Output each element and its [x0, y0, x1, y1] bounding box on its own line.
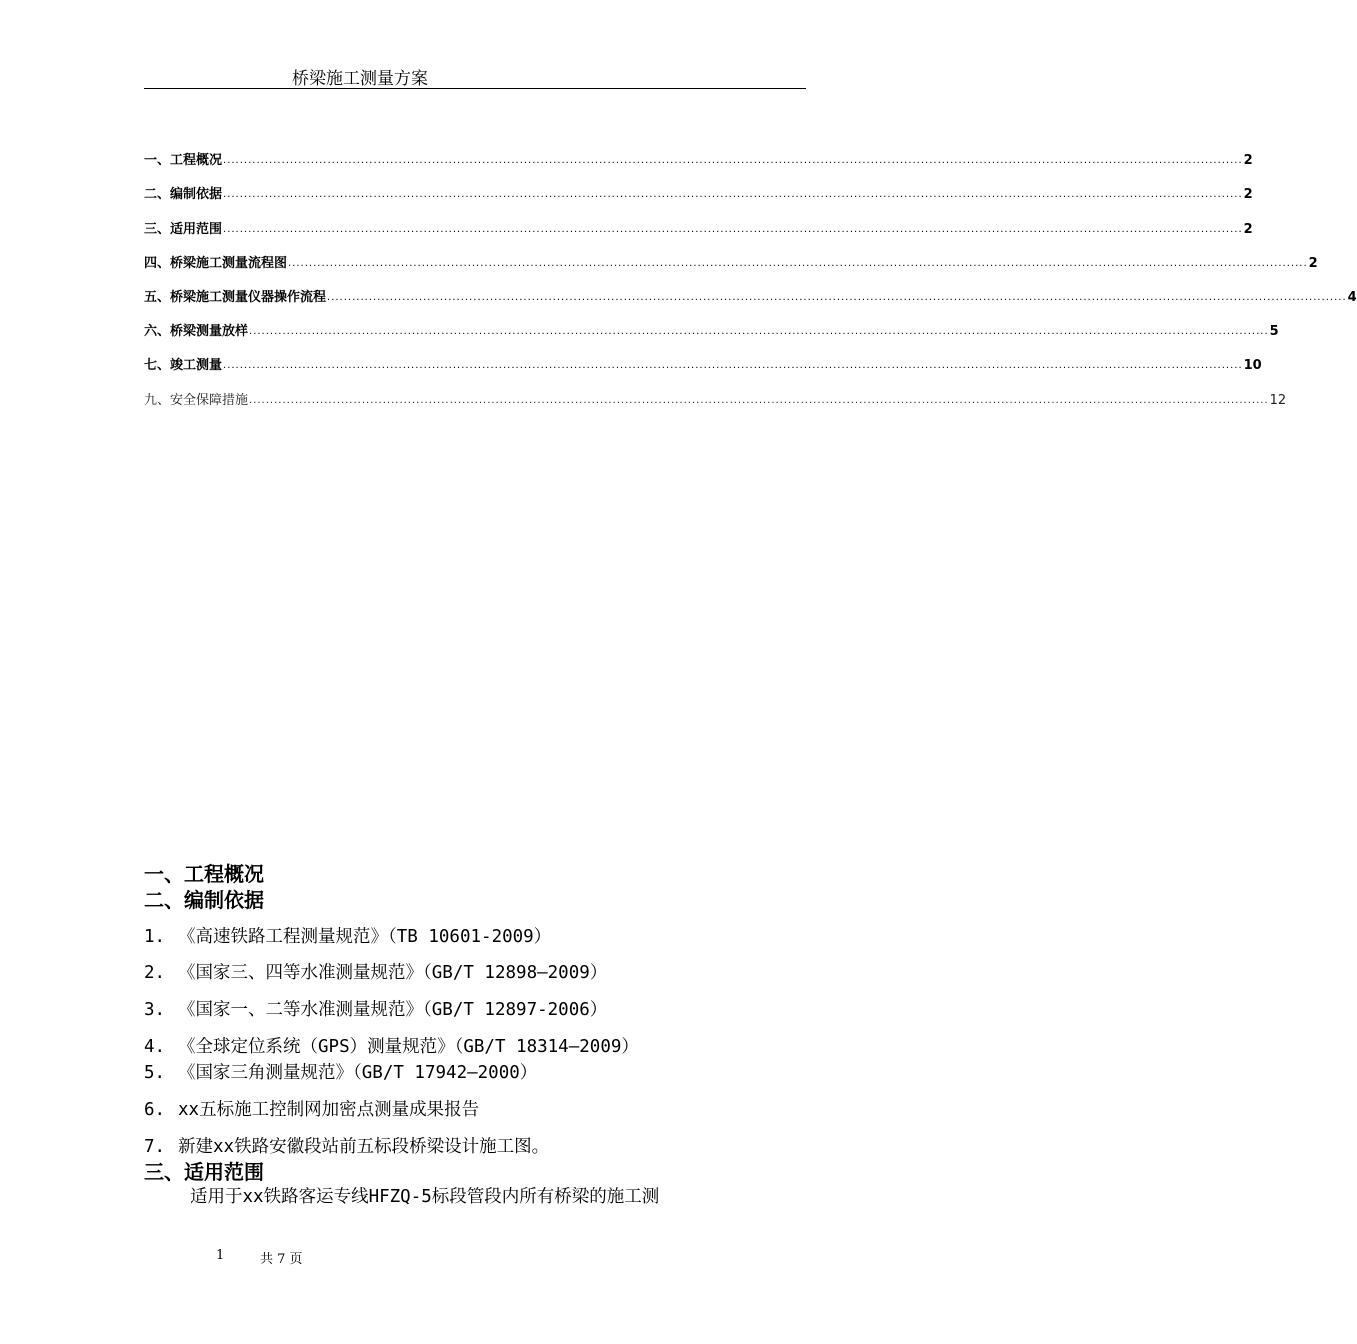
reference-number: 3. — [144, 1000, 166, 1020]
reference-text: 《全球定位系统（GPS）测量规范》（GB/T 18314—2009） — [178, 1037, 639, 1057]
toc-entry[interactable] — [144, 134, 1253, 169]
reference-text: 新建xx铁路安徽段站前五标段桥梁设计施工图。 — [178, 1137, 550, 1157]
reference-number: 2. — [144, 963, 166, 983]
reference-text: 《国家三角测量规范》（GB/T 17942—2000） — [178, 1063, 538, 1083]
reference-number: 6. — [144, 1100, 166, 1120]
document-header-title: 桥梁施工测量方案 — [292, 69, 428, 89]
toc-entry-page: 2 — [1243, 187, 1253, 203]
toc-entry-label: 三、适用范围 — [144, 221, 223, 237]
toc-entry-label: 四、桥梁施工测量流程图 — [144, 255, 288, 271]
toc-entry[interactable] — [144, 305, 1279, 340]
section-heading-scope: 三、适用范围 — [144, 1160, 264, 1184]
toc-leader-dots: .................................................................................................................................................................................................................................................... — [223, 155, 1243, 167]
toc-entry-page: 2 — [1243, 221, 1253, 237]
reference-number: 5. — [144, 1063, 166, 1083]
reference-item — [144, 923, 551, 948]
toc-entry[interactable] — [144, 237, 1318, 271]
reference-item — [144, 996, 607, 1021]
footer-page-number: 1 — [216, 1248, 225, 1263]
table-of-contents — [144, 134, 1357, 408]
reference-number: 4. — [144, 1037, 166, 1057]
footer-total-pages: 共 7 页 — [260, 1252, 303, 1267]
toc-entry-page: 12 — [1269, 392, 1287, 408]
reference-text: 《国家三、四等水准测量规范》（GB/T 12898—2009） — [178, 963, 608, 983]
toc-entry-label: 二、编制依据 — [144, 187, 223, 203]
toc-entry-label: 九、安全保障措施 — [144, 392, 249, 408]
toc-entry[interactable] — [144, 373, 1287, 408]
toc-entry-page: 2 — [1243, 153, 1253, 169]
toc-entry-label: 五、桥梁施工测量仪器操作流程 — [144, 289, 327, 305]
reference-text: 《高速铁路工程测量规范》（TB 10601-2009） — [178, 927, 552, 947]
toc-leader-dots: .................................................................................................................................................................................................................................................... — [249, 394, 1269, 406]
toc-leader-dots: .................................................................................................................................................................................................................................................... — [288, 257, 1308, 269]
reference-number: 1. — [144, 927, 166, 947]
reference-item — [144, 1096, 479, 1121]
reference-text: xx五标施工控制网加密点测量成果报告 — [178, 1100, 480, 1120]
scope-paragraph: 适用于xx铁路客运专线HFZQ-5标段管段内所有桥梁的施工测 — [190, 1187, 660, 1207]
toc-leader-dots: .................................................................................................................................................................................................................................................... — [327, 291, 1347, 303]
toc-leader-dots: .................................................................................................................................................................................................................................................... — [223, 189, 1243, 201]
toc-entry-page: 5 — [1269, 324, 1279, 340]
toc-entry-label: 一、工程概况 — [144, 153, 223, 169]
toc-entry[interactable] — [144, 202, 1253, 237]
toc-entry-page: 2 — [1308, 255, 1318, 271]
header-rule — [144, 88, 806, 89]
reference-item — [144, 1033, 639, 1058]
toc-entry-page: 10 — [1243, 358, 1262, 374]
reference-item — [144, 1059, 537, 1084]
section-heading-overview: 一、工程概况 — [144, 862, 264, 886]
reference-item — [144, 959, 607, 984]
toc-entry-label: 六、桥梁测量放样 — [144, 324, 249, 340]
reference-number: 7. — [144, 1137, 166, 1157]
toc-entry[interactable] — [144, 271, 1357, 305]
toc-leader-dots: .................................................................................................................................................................................................................................................... — [223, 360, 1243, 372]
toc-leader-dots: .................................................................................................................................................................................................................................................... — [249, 326, 1269, 338]
toc-entry[interactable] — [144, 339, 1262, 374]
section-heading-basis: 二、编制依据 — [144, 888, 264, 912]
toc-leader-dots: .................................................................................................................................................................................................................................................... — [223, 223, 1243, 235]
toc-entry[interactable] — [144, 168, 1253, 203]
toc-entry-page: 4 — [1347, 289, 1357, 305]
reference-item — [144, 1133, 549, 1158]
reference-text: 《国家一、二等水准测量规范》（GB/T 12897-2006） — [178, 1000, 608, 1020]
toc-entry-label: 七、竣工测量 — [144, 358, 223, 374]
